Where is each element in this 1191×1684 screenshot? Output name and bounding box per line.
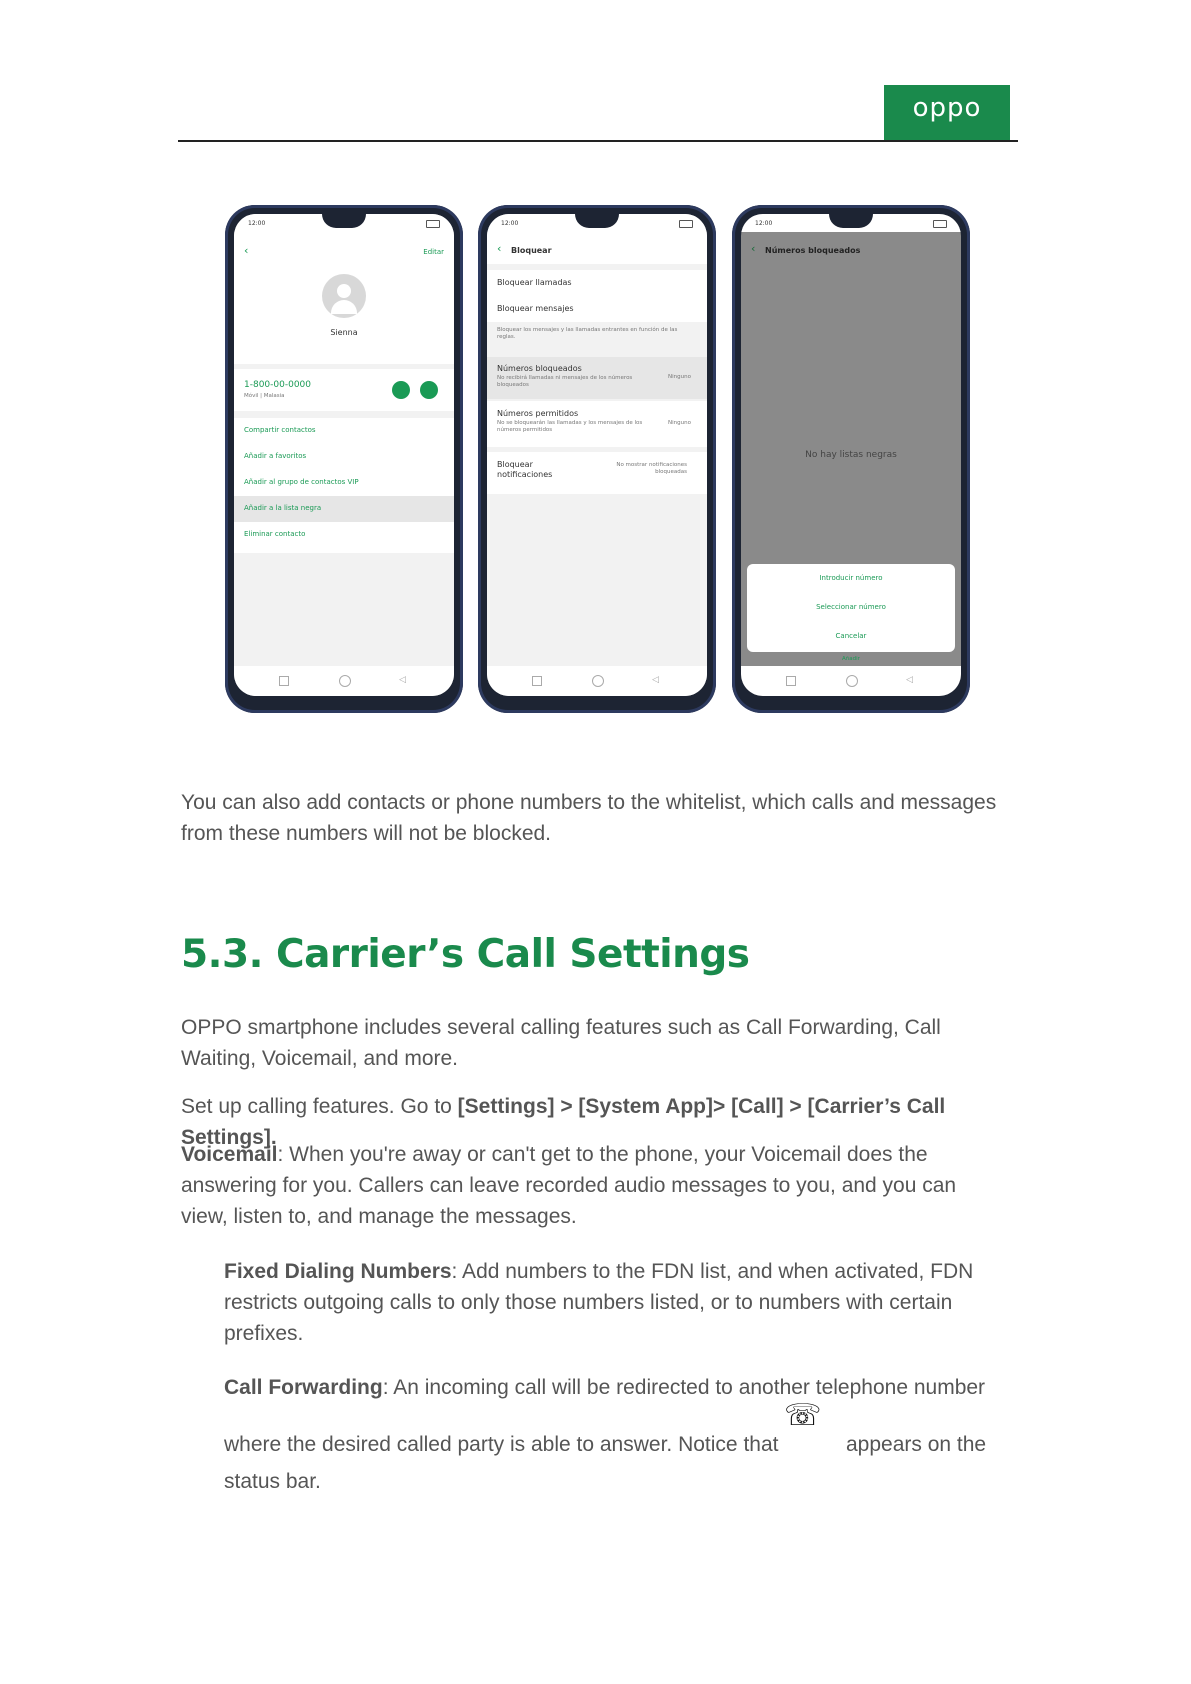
voicemail-text: : When you're away or can't get to the phone, your Voicemail does the answering for you. Callers can leave recorded audio messages to you, and you can view, listen to, and manage the messages.: [181, 1143, 957, 1228]
option-enter-number: Introducir número: [819, 574, 883, 582]
battery-icon: [426, 220, 440, 228]
status-time: 12:00: [501, 220, 519, 227]
menu-item-delete: Eliminar contacto: [244, 530, 306, 538]
phone-screen: [234, 214, 454, 696]
logo-text: oppo: [912, 93, 982, 123]
empty-message: No hay listas negras: [805, 450, 897, 460]
allowed-numbers-title: Números permitidos: [497, 409, 579, 418]
contact-name: Sienna: [330, 328, 358, 337]
call-forwarding-text-2: where the desired called party is able to answer. Notice that: [224, 1433, 779, 1456]
option-cancel: Cancelar: [835, 632, 867, 640]
number-sub: Móvil | Malasia: [244, 393, 285, 399]
call-forwarding-paragraph: [224, 1372, 1014, 1403]
battery-icon: [933, 220, 947, 228]
setup-prefix: Set up calling features. Go to: [181, 1095, 458, 1118]
blocked-numbers-value: Ninguno: [668, 374, 691, 380]
option-select-number: Seleccionar número: [816, 603, 886, 611]
nav-bar: ◁: [487, 666, 707, 696]
fdn-paragraph: [224, 1256, 1004, 1349]
block-notifications-title: Bloquear notificaciones: [497, 460, 553, 479]
section-heading: 5.3. Carrier’s Call Settings: [181, 932, 750, 977]
intro-paragraph: OPPO smartphone includes several calling features such as Call Forwarding, Call Waiting, Voicemail, and more.: [181, 1016, 941, 1070]
phone-screen: [487, 214, 707, 696]
menu-item-share: Compartir contactos: [244, 426, 316, 434]
call-forwarding-text-1: : An incoming call will be redirected to another telephone number: [382, 1376, 986, 1399]
phone-screen: [741, 214, 961, 696]
call-forwarding-text-4: status bar.: [224, 1470, 321, 1493]
nav-bar: ◁: [234, 666, 454, 696]
blocked-numbers-sub: No recibirá llamadas ni mensajes de los números bloqueados: [497, 375, 633, 388]
phone-blocked-numbers: [732, 205, 970, 713]
battery-icon: [679, 220, 693, 228]
phone-block-settings: [478, 205, 716, 713]
message-icon: [420, 381, 438, 399]
phone-contact-detail: [225, 205, 463, 713]
back-icon: ‹: [497, 242, 502, 255]
back-icon: ‹: [751, 242, 756, 255]
blocked-numbers-title: Números bloqueados: [497, 364, 582, 373]
row-block-calls: Bloquear llamadas: [497, 278, 572, 287]
voicemail-label: Voicemail: [181, 1143, 278, 1166]
back-icon: ‹: [244, 244, 249, 257]
status-time: 12:00: [248, 220, 266, 227]
contact-number: 1-800-00-0000: [244, 380, 312, 390]
status-time: 12:00: [755, 220, 773, 227]
phone-screenshots: [225, 205, 970, 713]
whitelist-paragraph: You can also add contacts or phone numbers to the whitelist, which calls and messages from these numbers will not be blocked.: [181, 791, 997, 845]
setup-path: [Settings] > [System App]> [Call] > [Carrier’s Call Settings].: [181, 1095, 946, 1149]
menu-item-vip: Añadir al grupo de contactos VIP: [244, 478, 359, 486]
screen-title: Bloquear: [511, 246, 552, 255]
nav-bar: ◁: [741, 666, 961, 696]
call-forwarding-icon: ☏: [784, 1399, 822, 1432]
add-button: Añadir: [842, 656, 860, 662]
menu-item-blacklist: Añadir a la lista negra: [244, 504, 322, 512]
block-notifications-value: No mostrar notificaciones bloqueadas: [616, 462, 687, 475]
avatar: [322, 274, 366, 318]
call-forwarding-text-3: appears on the: [846, 1433, 987, 1456]
row-block-messages: Bloquear mensajes: [497, 304, 574, 313]
allowed-numbers-sub: No se bloquearán las llamadas y los mensajes de los números permitidos: [497, 420, 643, 433]
allowed-numbers-value: Ninguno: [668, 420, 691, 426]
oppo-logo: [884, 85, 1010, 140]
header-divider: [178, 140, 1018, 142]
menu-item-favorite: Añadir a favoritos: [244, 452, 307, 460]
screen-title: Números bloqueados: [765, 246, 861, 255]
call-forwarding-label: Call Forwarding: [224, 1376, 383, 1399]
fdn-text: : Add numbers to the FDN list, and when activated, FDN restricts outgoing calls to only those numbers listed, or to numbers with certain prefixes.: [224, 1260, 974, 1345]
block-note: Bloquear los mensajes y las llamadas entrantes en función de las reglas.: [497, 327, 678, 340]
call-icon: [392, 381, 410, 399]
edit-button: Editar: [423, 248, 444, 256]
fdn-label: Fixed Dialing Numbers: [224, 1260, 452, 1283]
voicemail-paragraph: [181, 1139, 1006, 1232]
